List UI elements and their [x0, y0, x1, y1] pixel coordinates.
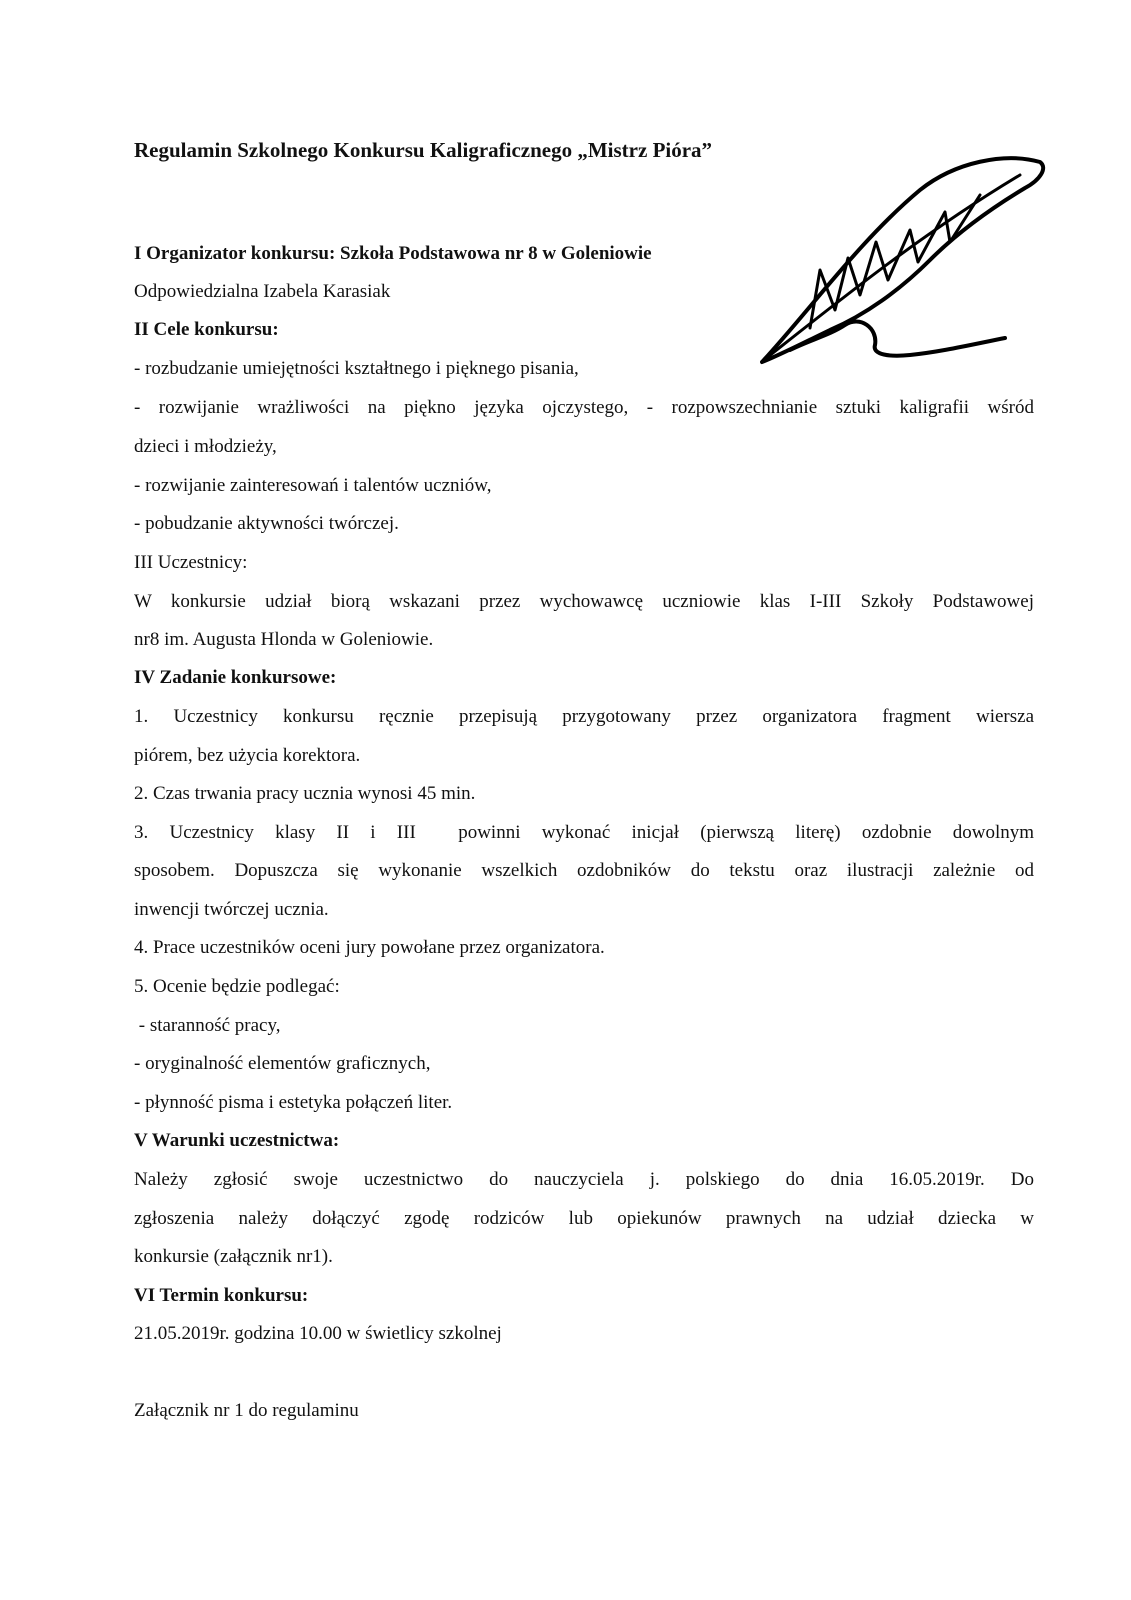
task-heading: IV Zadanie konkursowe: — [134, 667, 337, 688]
quill-pen-icon — [750, 150, 1050, 380]
participants-heading: III Uczestnicy: — [134, 552, 248, 573]
task-item: 2. Czas trwania pracy ucznia wynosi 45 min. — [134, 783, 476, 804]
task-item: 4. Prace uczestników oceni jury powołane przez organizatora. — [134, 937, 605, 958]
goals-heading: II Cele konkursu: — [134, 319, 279, 340]
organizer-person: Odpowiedzialna Izabela Karasiak — [134, 281, 391, 302]
task-item: 3. Uczestnicy klasy II i III powinni wykonać inicjał (pierwszą literę) ozdobnie dowolnym — [134, 822, 1034, 843]
criteria-item: - płynność pisma i estetyka połączeń liter. — [134, 1092, 453, 1113]
task-item-continued: piórem, bez użycia korektora. — [134, 745, 361, 766]
goal-item: - rozbudzanie umiejętności kształtnego i pięknego pisania, — [134, 358, 579, 379]
conditions-text-continued: konkursie (załącznik nr1). — [134, 1246, 333, 1267]
attachment-note: Załącznik nr 1 do regulaminu — [134, 1400, 359, 1421]
criteria-item: - oryginalność elementów graficznych, — [134, 1053, 431, 1074]
date-text: 21.05.2019r. godzina 10.00 w świetlicy szkolnej — [134, 1323, 502, 1344]
task-item-continued: inwencji twórczej ucznia. — [134, 899, 329, 920]
date-heading: VI Termin konkursu: — [134, 1285, 309, 1306]
document-title: Regulamin Szkolnego Konkursu Kaligraficznego „Mistrz Pióra” — [134, 138, 713, 162]
participants-text: W konkursie udział biorą wskazani przez wychowawcę uczniowie klas I-III Szkoły Podstawowej — [134, 591, 1034, 612]
conditions-text-continued: zgłoszenia należy dołączyć zgodę rodziców lub opiekunów prawnych na udział dziecka w — [134, 1208, 1034, 1229]
organizer-heading: I Organizator konkursu: Szkoła Podstawowa nr 8 w Goleniowie — [134, 243, 652, 264]
participants-text-continued: nr8 im. Augusta Hlonda w Goleniowie. — [134, 629, 434, 650]
conditions-text: Należy zgłosić swoje uczestnictwo do nauczyciela j. polskiego do dnia 16.05.2019r. Do — [134, 1169, 1034, 1190]
goal-item-continued: dzieci i młodzieży, — [134, 436, 277, 457]
goal-item: - pobudzanie aktywności twórczej. — [134, 513, 399, 534]
task-item-continued: sposobem. Dopuszcza się wykonanie wszelkich ozdobników do tekstu oraz ilustracji zależnie od — [134, 860, 1034, 881]
goal-item: - rozwijanie zainteresowań i talentów uczniów, — [134, 475, 492, 496]
criteria-item: - staranność pracy, — [134, 1015, 281, 1036]
task-item: 5. Ocenie będzie podlegać: — [134, 976, 340, 997]
goal-item: - rozwijanie wrażliwości na piękno języka ojczystego, - rozpowszechnianie sztuki kaligrafii wśród — [134, 397, 1034, 418]
conditions-heading: V Warunki uczestnictwa: — [134, 1130, 340, 1151]
task-item: 1. Uczestnicy konkursu ręcznie przepisują przygotowany przez organizatora fragment wiersza — [134, 706, 1034, 727]
